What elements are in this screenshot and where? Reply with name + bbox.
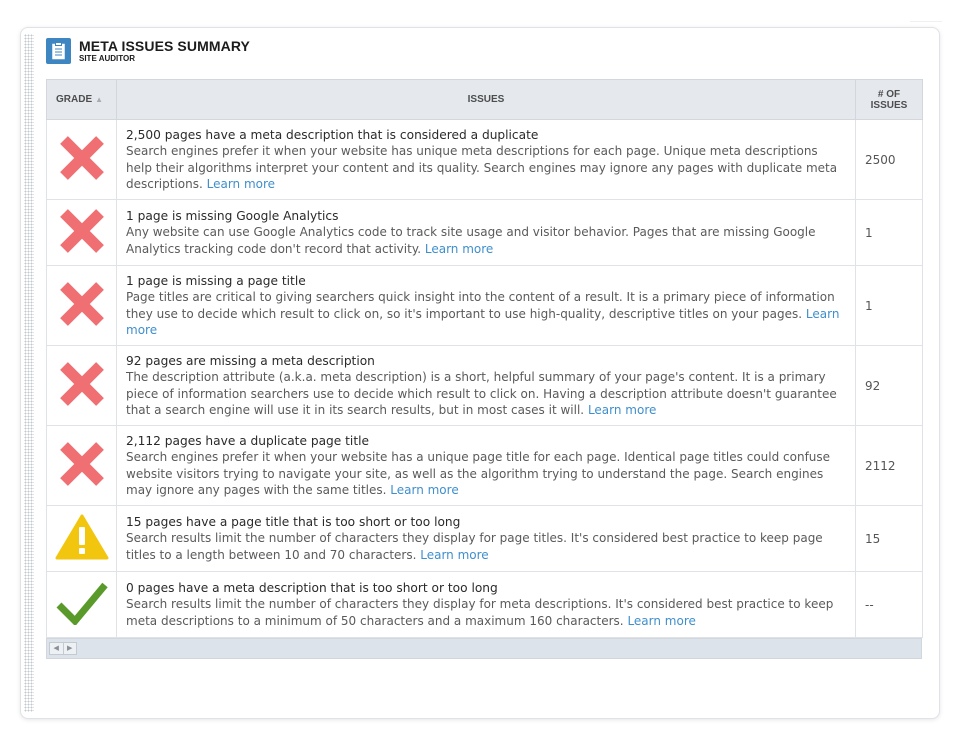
issue-description xyxy=(126,289,847,338)
issue-cell xyxy=(117,346,856,426)
table-row xyxy=(47,120,923,200)
issue-description-text: The description attribute (a.k.a. meta description) is a short, helpful summary of your page's content. It is a primary piece of information searchers use to decide which result to click on. Having a description attribute doesn't guarantee that a search engine will use it in its search results, but in most cases it will. xyxy=(126,370,837,417)
issue-count: 92 xyxy=(856,346,923,426)
issue-title: 92 pages are missing a meta description xyxy=(126,354,375,369)
table-row xyxy=(47,572,923,638)
column-header-issues[interactable]: ISSUES xyxy=(117,80,856,120)
grade-cell xyxy=(47,120,117,200)
issue-cell xyxy=(117,266,856,346)
drag-handle[interactable] xyxy=(24,34,34,712)
clipboard-icon xyxy=(46,38,71,64)
x-icon xyxy=(58,240,106,259)
x-icon xyxy=(58,167,106,186)
issue-description-text: Search results limit the number of characters they display for meta descriptions. It's considered best practice to keep meta descriptions to a minimum of 50 characters and a maximum 160 characters. xyxy=(126,597,834,628)
issue-description xyxy=(126,143,847,192)
issue-title: 1 page is missing a page title xyxy=(126,274,306,289)
arrow-left-icon[interactable]: ◀ xyxy=(50,643,64,654)
issue-cell xyxy=(117,572,856,638)
sort-arrow-icon: ▲ xyxy=(95,95,104,104)
arrow-right-icon[interactable]: ▶ xyxy=(67,644,73,652)
issue-description-text: Search engines prefer it when your website has unique meta descriptions for each page. Unique meta descriptions help their algorithms interpret your content and its quality. Search engines may ignore any pages with duplicate meta descriptions. xyxy=(126,144,838,191)
divider xyxy=(910,21,942,22)
checkmark-icon xyxy=(56,610,108,629)
column-header-count-line2: ISSUES xyxy=(870,99,908,111)
issue-count: 2500 xyxy=(856,120,923,200)
learn-more-link[interactable]: Learn more xyxy=(206,176,276,191)
table-row xyxy=(47,200,923,266)
issue-description-text: Search engines prefer it when your website has a unique page title for each page. Identical page titles could confuse website visitors trying to navigate your site, as well as the algorithm trying to understand the page. Search engines may ignore any pages with the same titles. xyxy=(126,450,831,497)
issue-cell xyxy=(117,426,856,506)
issue-description-text: Page titles are critical to giving searchers quick insight into the content of a result. It is a primary piece of information they use to decide which result to click on, so it's important to use high-quality, descriptive titles on your pages. xyxy=(126,290,835,321)
issue-title: 0 pages have a meta description that is too short or too long xyxy=(126,581,498,596)
learn-more-link[interactable]: Learn more xyxy=(420,547,489,562)
column-header-count-line1: # OF xyxy=(877,88,901,100)
column-header-grade[interactable] xyxy=(47,80,117,120)
x-icon xyxy=(58,473,106,492)
issue-description xyxy=(126,449,847,498)
learn-more-link[interactable]: Learn more xyxy=(424,241,494,256)
issue-count: 1 xyxy=(856,200,923,266)
grade-cell xyxy=(47,506,117,572)
issue-count: 2112 xyxy=(856,426,923,506)
learn-more-link[interactable]: Learn more xyxy=(390,482,459,497)
grade-cell xyxy=(47,426,117,506)
table-row xyxy=(47,426,923,506)
column-header-grade-label: GRADE xyxy=(56,94,93,105)
grade-cell xyxy=(47,200,117,266)
issue-description-text: Search results limit the number of characters they display for page titles. It's considered best practice to keep page titles to a length between 10 and 70 characters. xyxy=(126,531,823,562)
issue-title: 1 page is missing Google Analytics xyxy=(126,209,339,224)
issue-description xyxy=(126,530,847,562)
meta-issues-card xyxy=(20,27,940,719)
issue-count: 1 xyxy=(856,266,923,346)
issue-description xyxy=(126,369,847,418)
table-row xyxy=(47,506,923,572)
issue-description xyxy=(126,596,847,628)
grade-cell xyxy=(47,572,117,638)
issue-cell xyxy=(117,120,856,200)
issue-cell xyxy=(117,200,856,266)
learn-more-link[interactable]: Learn more xyxy=(126,306,840,337)
horizontal-scroll-buttons xyxy=(49,642,77,655)
issue-cell xyxy=(117,506,856,572)
table-header-row xyxy=(47,80,923,120)
page-title: META ISSUES SUMMARY xyxy=(79,38,250,54)
table-row xyxy=(47,266,923,346)
issue-title: 2,500 pages have a meta description that is considered a duplicate xyxy=(126,128,539,143)
issue-count: -- xyxy=(856,572,923,638)
grade-cell xyxy=(47,346,117,426)
issue-description-text: Any website can use Google Analytics code to track site usage and visitor behavior. Pages that are missing Google Analytics tracking code don't record that activity. xyxy=(126,225,816,256)
grade-cell xyxy=(47,266,117,346)
learn-more-link[interactable]: Learn more xyxy=(587,402,657,417)
table-footer-scrollbar xyxy=(46,638,922,659)
x-icon xyxy=(58,393,106,412)
column-header-count[interactable] xyxy=(856,80,923,120)
table-row xyxy=(47,346,923,426)
learn-more-link[interactable]: Learn more xyxy=(627,613,696,628)
x-icon xyxy=(58,313,106,332)
issue-description xyxy=(126,224,847,256)
issue-count: 15 xyxy=(856,506,923,572)
warning-icon xyxy=(55,545,109,564)
issues-table xyxy=(46,79,923,638)
page-subtitle: SITE AUDITOR xyxy=(79,54,136,63)
issue-title: 2,112 pages have a duplicate page title xyxy=(126,434,369,449)
issue-title: 15 pages have a page title that is too short or too long xyxy=(126,515,461,530)
